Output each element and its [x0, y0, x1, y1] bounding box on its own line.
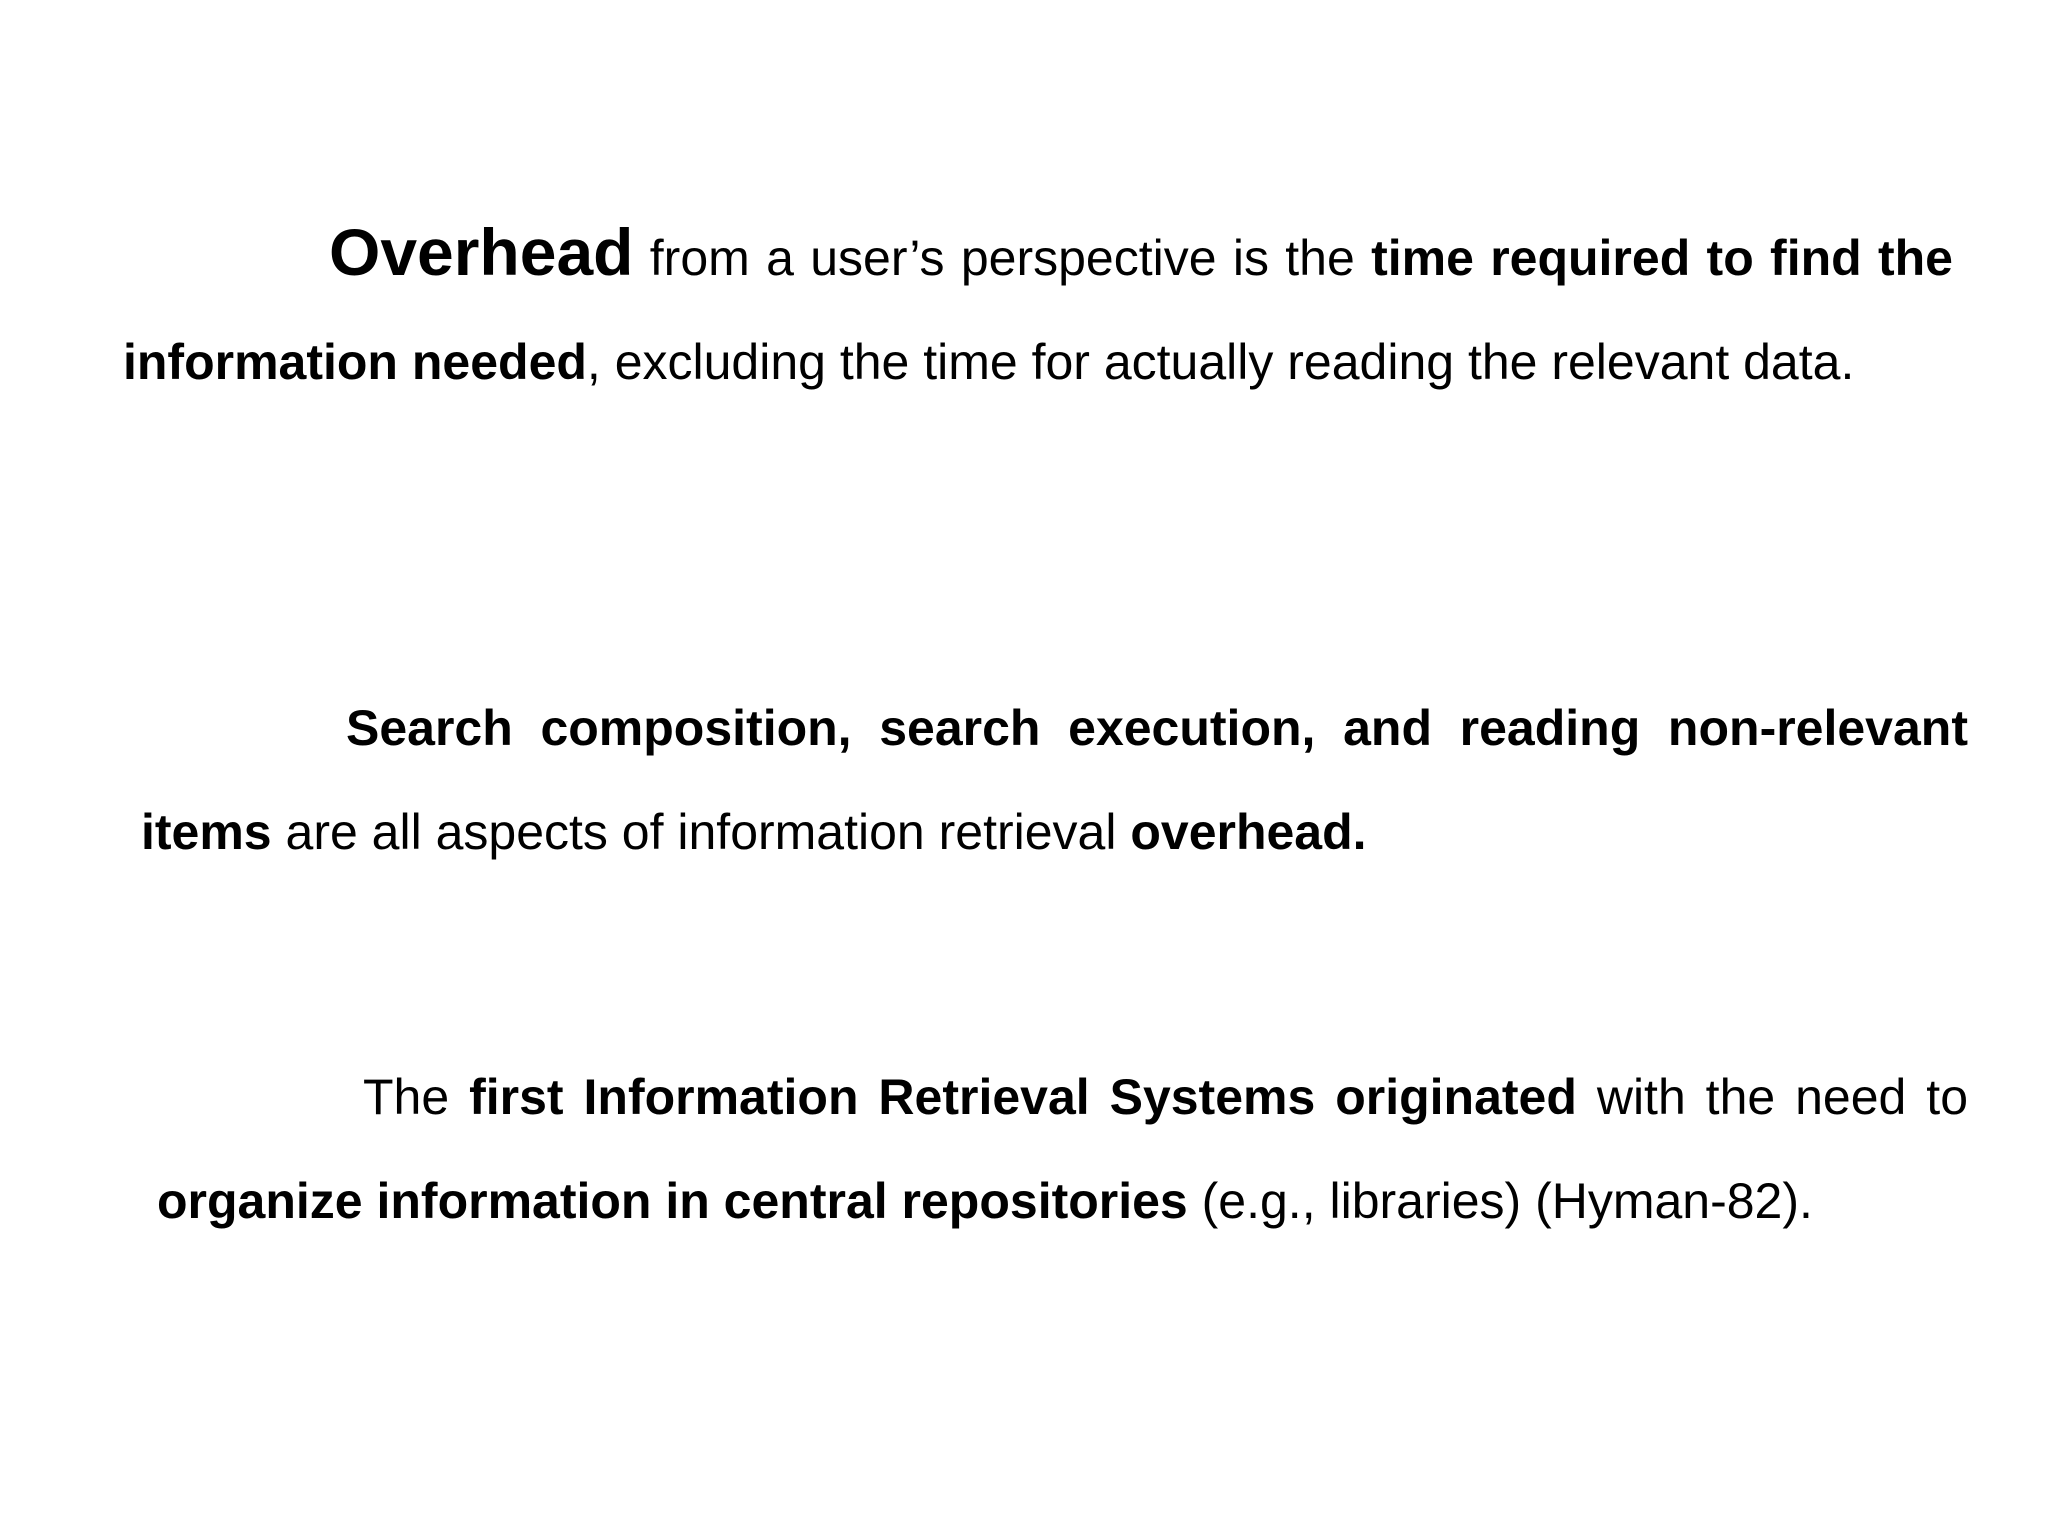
text-segment: from a user’s perspective is the [633, 230, 1372, 286]
text-segment: The [363, 1069, 470, 1125]
emphasis-time-required: time required to find the information needed [123, 230, 1953, 390]
emphasis-organize-information: organize information in central repositories [157, 1173, 1188, 1229]
text-segment: are all aspects of information retrieval [271, 804, 1131, 860]
paragraph-overhead-definition [123, 200, 1953, 414]
text-segment: with the need to [1576, 1069, 1968, 1125]
emphasis-search-aspects: Search composition, search execution, and reading non-relevant items [141, 700, 1968, 860]
emphasis-first-ir-systems: first Information Retrieval Systems originated [469, 1069, 1577, 1125]
paragraph-ir-origins [157, 1045, 1968, 1253]
text-segment: , excluding the time for actually reading the relevant data. [586, 334, 1855, 390]
text-segment: (e.g., libraries) (Hyman-82). [1187, 1173, 1813, 1229]
paragraph-overhead-aspects [141, 676, 1968, 884]
term-overhead: Overhead [329, 215, 634, 289]
emphasis-overhead: overhead. [1130, 804, 1367, 860]
